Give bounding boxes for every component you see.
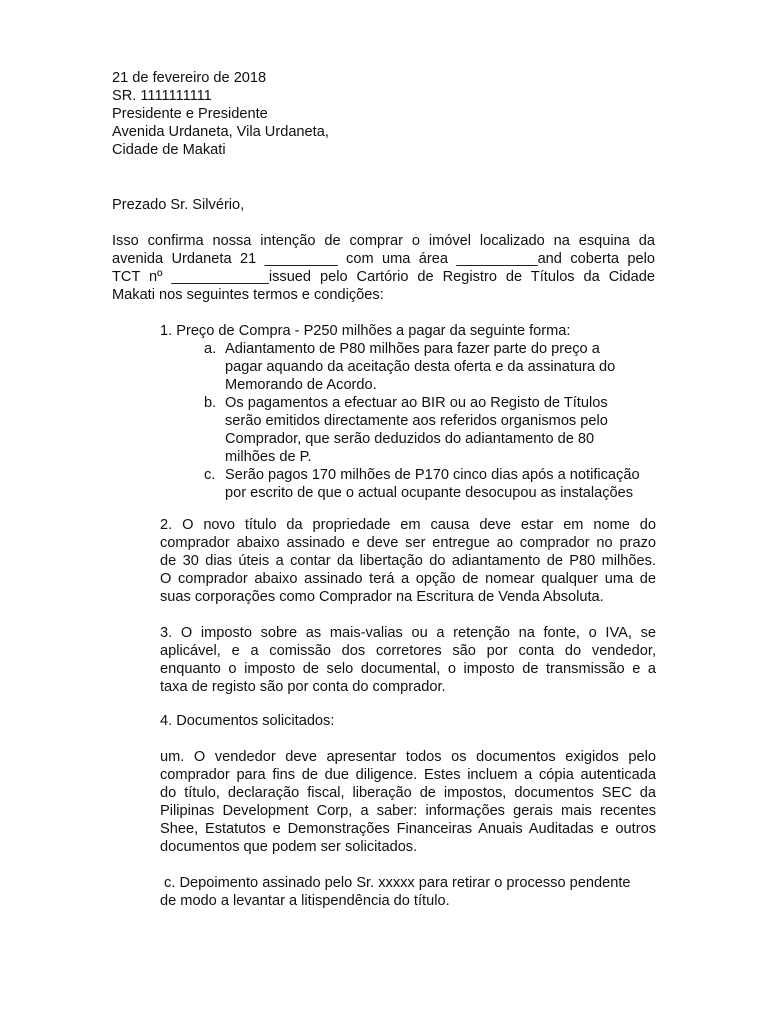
section-2-line-4: O comprador abaixo assinado terá a opção de nomear qualquer uma de	[160, 571, 656, 587]
section-2-paragraph	[160, 516, 656, 606]
section-4-item-c	[160, 874, 656, 910]
c-line-1: c. Depoimento assinado pelo Sr. xxxxx para retirar o processo pendente	[160, 875, 631, 891]
intro-line-1: Isso confirma nossa intenção de comprar o imóvel localizado na esquina da	[112, 233, 655, 249]
item-b-line-3: Comprador, que serão deduzidos do adiantamento de 80	[225, 431, 595, 447]
section-3-line-2: aplicável, e a comissão dos corretores são por conta do vendedor,	[160, 643, 656, 659]
um-line-4: Pilipinas Development Corp, a saber: informações gerais mais recentes	[160, 803, 656, 819]
um-line-3: do título, declaração fiscal, liberação de impostos, documentos SEC da	[160, 785, 656, 801]
um-line-1: um. O vendedor deve apresentar todos os documentos exigidos pelo	[160, 749, 656, 765]
list-item-b	[204, 394, 664, 466]
item-a-line-2: pagar aquando da aceitação desta oferta e da assinatura do	[225, 359, 616, 375]
item-b-line-4: milhões de P.	[225, 449, 312, 465]
salutation: Prezado Sr. Silvério,	[112, 197, 245, 213]
section-3-line-3: enquanto o imposto de selo documental, o imposto de transmissão e a	[160, 661, 656, 677]
intro-line-3: TCT nº ____________issued pelo Cartório de Registro de Títulos da Cidade	[112, 269, 655, 285]
section-1-list	[204, 340, 664, 502]
section-4-heading: 4. Documentos solicitados:	[160, 713, 335, 729]
section-2-line-2: comprador abaixo assinado e deve ser entregue ao comprador no prazo	[160, 535, 656, 551]
list-marker-a: a.	[204, 341, 217, 357]
um-line-6: documentos que podem ser solicitados.	[160, 839, 418, 855]
section-2-line-3: de 30 dias úteis a contar da libertação do adiantamento de P80 milhões.	[160, 553, 656, 569]
um-line-2: comprador para fins de due diligence. Estes incluem a cópia autenticada	[160, 767, 656, 783]
item-b-line-2: serão emitidos directamente aos referidos organismos pelo	[225, 413, 608, 429]
section-4-item-um	[160, 748, 656, 856]
address-line-2: Cidade de Makati	[112, 142, 226, 158]
section-1-heading: 1. Preço de Compra - P250 milhões a pagar da seguinte forma:	[160, 323, 571, 339]
list-item-a	[204, 340, 664, 394]
recipient-title: Presidente e Presidente	[112, 106, 268, 122]
intro-paragraph	[112, 232, 655, 304]
section-2-line-5: suas corporações como Comprador na Escritura de Venda Absoluta.	[160, 589, 604, 605]
section-3-line-4: taxa de registo são por conta do comprador.	[160, 679, 446, 695]
list-item-c	[204, 466, 664, 502]
letter-date: 21 de fevereiro de 2018	[112, 70, 267, 86]
letter-header	[112, 69, 532, 159]
address-line-1: Avenida Urdaneta, Vila Urdaneta,	[112, 124, 329, 140]
list-marker-c: c.	[204, 467, 216, 483]
section-2-line-1: 2. O novo título da propriedade em causa deve estar em nome do	[160, 517, 656, 533]
section-3-paragraph	[160, 624, 656, 696]
intro-line-4: Makati nos seguintes termos e condições:	[112, 287, 384, 303]
item-b-line-1: Os pagamentos a efectuar ao BIR ou ao Registo de Títulos	[225, 395, 608, 411]
intro-line-2: avenida Urdaneta 21 _________ com uma área __________and coberta pelo	[112, 251, 655, 267]
um-line-5: Shee, Estatutos e Demonstrações Financeiras Anuais Auditadas e outros	[160, 821, 656, 837]
reference-number: SR. 1111111111	[112, 88, 212, 104]
list-marker-b: b.	[204, 395, 217, 411]
item-c-line-1: Serão pagos 170 milhões de P170 cinco dias após a notificação	[225, 467, 640, 483]
section-3-line-1: 3. O imposto sobre as mais-valias ou a retenção na fonte, o IVA, se	[160, 625, 656, 641]
item-a-line-1: Adiantamento de P80 milhões para fazer parte do preço a	[225, 341, 600, 357]
item-a-line-3: Memorando de Acordo.	[225, 377, 377, 393]
c-line-2: de modo a levantar a litispendência do título.	[160, 893, 450, 909]
item-c-line-2: por escrito de que o actual ocupante desocupou as instalações	[225, 485, 634, 501]
